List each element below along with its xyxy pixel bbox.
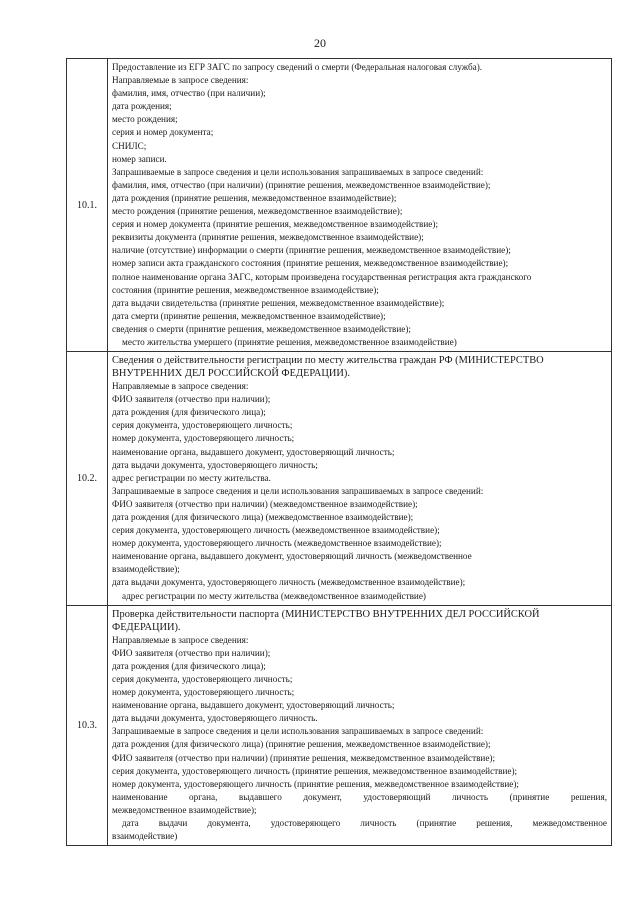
row-line: межведомственное взаимодействие); — [112, 804, 257, 815]
row-line: дата рождения (для физического лица) (межведомственное взаимодействие); — [112, 512, 414, 522]
row-line: полное наименование органа ЗАГС, которым произведена государственная регистрация акта гражданского — [112, 271, 532, 282]
row-line: дата рождения; — [112, 101, 172, 112]
row-line: Запрашиваемые в запросе сведения и цели использования запрашиваемых в запросе сведений: — [112, 726, 484, 737]
row-content — [108, 59, 612, 352]
row-line: дата рождения (для физического лица); — [112, 407, 266, 418]
row-line: серия и номер документа (принятие решения, межведомственное взаимодействие); — [112, 219, 438, 230]
row-line: место рождения (принятие решения, межведомственное взаимодействие); — [112, 206, 403, 217]
row-line: номер записи. — [112, 153, 167, 164]
row-line: серия документа, удостоверяющего личность; — [112, 420, 293, 431]
row-line: серия документа, удостоверяющего личность (межведомственное взаимодействие); — [112, 525, 440, 536]
row-line: Предоставление из ЕГР ЗАГС по запросу сведений о смерти (Федеральная налоговая служба). — [112, 62, 483, 72]
row-line: фамилия, имя, отчество (при наличии); — [112, 88, 266, 99]
row-line: Сведения о действительности регистрации по месту жительства граждан РФ (МИНИСТЕРСТВО ВНУТРЕННИХ ДЕЛ РОССИЙСКОЙ ФЕДЕРАЦИИ). — [112, 355, 544, 380]
row-line: номер документа, удостоверяющего личность (межведомственное взаимодействие); — [112, 538, 442, 549]
row-line: наименование органа, выдавшего документ, удостоверяющий личность; — [112, 446, 395, 457]
row-line: фамилия, имя, отчество (при наличии) (принятие решения, межведомственное взаимодействие); — [112, 179, 491, 190]
row-line: номер документа, удостоверяющего личность; — [112, 687, 295, 698]
row-line: серия и номер документа; — [112, 127, 214, 138]
row-line: дата рождения (для физического лица); — [112, 660, 266, 671]
row-line: ФИО заявителя (отчество при наличии) (межведомственное взаимодействие); — [112, 498, 418, 509]
row-line: место жительства умершего (принятие решения, межведомственное взаимодействие) — [122, 336, 457, 347]
requirements-table — [66, 58, 612, 846]
page-number: 20 — [314, 36, 326, 50]
row-line: Запрашиваемые в запросе сведения и цели использования запрашиваемых в запросе сведений: — [112, 166, 484, 177]
table-row — [67, 605, 612, 846]
row-line: ФИО заявителя (отчество при наличии); — [112, 394, 271, 405]
row-line: наличие (отсутствие) информации о смерти (принятие решения, межведомственное взаимодействие); — [112, 245, 511, 256]
row-line: ФИО заявителя (отчество при наличии); — [112, 647, 271, 658]
row-line: дата выдачи свидетельства (принятие решения, межведомственное взаимодействие); — [112, 297, 445, 308]
row-content — [108, 605, 612, 846]
row-line: наименование органа, выдавшего документ, удостоверяющий личность; — [112, 700, 395, 711]
table-row — [67, 59, 612, 352]
row-line: дата выдачи документа, удостоверяющего личность. — [112, 713, 318, 724]
row-line: Направляемые в запросе сведения: — [112, 381, 249, 392]
row-line: сведения о смерти (принятие решения, межведомственное взаимодействие); — [112, 323, 411, 334]
row-line: серия документа, удостоверяющего личность (принятие решения, межведомственное взаимодействие); — [112, 765, 518, 776]
row-line: адрес регистрации по месту жительства. — [112, 472, 271, 483]
row-line: дата рождения (для физического лица) (принятие решения, межведомственное взаимодействие); — [112, 739, 491, 750]
row-content — [108, 352, 612, 606]
row-line: реквизиты документа (принятие решения, межведомственное взаимодействие); — [112, 232, 424, 243]
row-number: 10.1. — [67, 59, 108, 352]
row-line: наименование органа, выдавшего документ, удостоверяющий личность (принятие решения, — [112, 791, 607, 802]
row-line: адрес регистрации по месту жительства (межведомственное взаимодействие) — [122, 590, 426, 601]
row-line: дата смерти (принятие решения, межведомственное взаимодействие); — [112, 310, 386, 321]
row-line: ФИО заявителя (отчество при наличии) (принятие решения, межведомственное взаимодействие); — [112, 752, 496, 763]
row-line: СНИЛС; — [112, 140, 147, 151]
row-line: номер документа, удостоверяющего личность (принятие решения, межведомственное взаимодействие); — [112, 778, 519, 789]
row-line: состояния (принятие решения, межведомственное взаимодействие); — [112, 284, 379, 295]
row-line: дата рождения (принятие решения, межведомственное взаимодействие); — [112, 192, 397, 203]
row-line: взаимодействие); — [112, 564, 180, 575]
row-line: место рождения; — [112, 114, 178, 125]
row-line: наименование органа, выдавшего документ, удостоверяющий личность (межведомственное — [112, 551, 472, 562]
row-number: 10.2. — [67, 352, 108, 606]
row-number: 10.3. — [67, 605, 108, 846]
row-line: дата выдачи документа, удостоверяющего личность; — [112, 459, 318, 470]
row-line: номер записи акта гражданского состояния (принятие решения, межведомственное взаимодействие); — [112, 258, 509, 269]
row-line: Запрашиваемые в запросе сведения и цели использования запрашиваемых в запросе сведений: — [112, 485, 484, 496]
row-line: дата выдачи документа, удостоверяющего личность (межведомственное взаимодействие); — [112, 577, 466, 588]
row-line: дата выдачи документа, удостоверяющего личность (принятие решения, межведомственное — [122, 817, 607, 828]
row-line: Направляемые в запросе сведения: — [112, 75, 249, 86]
row-line: Проверка действительности паспорта (МИНИСТЕРСТВО ВНУТРЕННИХ ДЕЛ РОССИЙСКОЙ ФЕДЕРАЦИИ). — [112, 608, 540, 633]
row-line: серия документа, удостоверяющего личность; — [112, 673, 293, 684]
row-line: номер документа, удостоверяющего личность; — [112, 433, 295, 444]
row-line: Направляемые в запросе сведения: — [112, 634, 249, 645]
row-line: взаимодействие) — [112, 831, 178, 842]
table-row — [67, 352, 612, 606]
